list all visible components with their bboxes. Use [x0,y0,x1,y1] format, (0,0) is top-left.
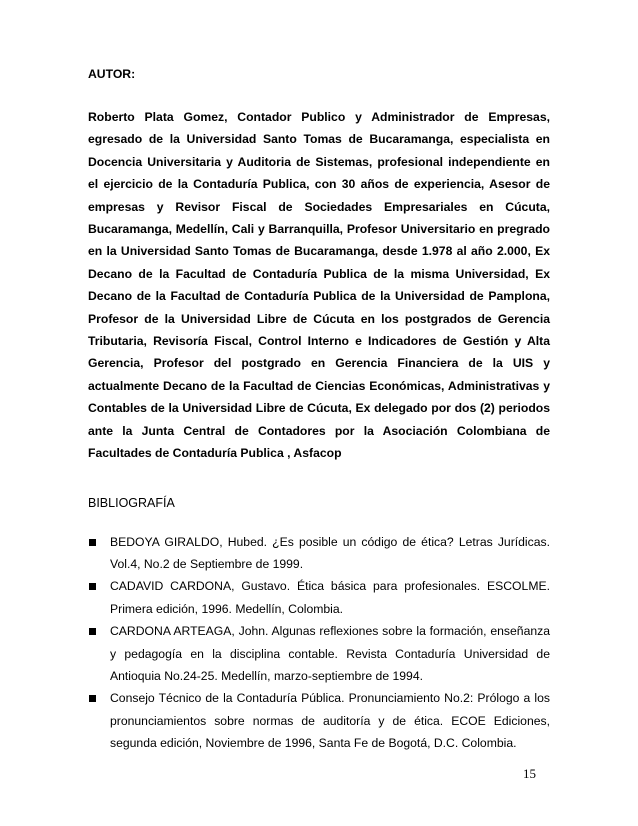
bibliography-list [88,531,550,755]
page-number: 15 [523,766,536,781]
bibliography-heading: BIBLIOGRAFÍA [88,495,175,510]
bibliography-entry [88,687,550,754]
author-heading: AUTOR: [88,67,136,81]
author-biography: Roberto Plata Gomez, Contador Publico y Administrador de Empresas, egresado de la Universidad Santo Tomas de Bucaramanga, especialista en Docencia Universitaria y Auditoria de Sistemas, profesional independiente en el ejercicio de la Contaduría Publica, con 30 años de experiencia, Asesor de empresas y Revisor Fiscal de Sociedades Empresariales en Cúcuta, Bucaramanga, Medellín, Cali y Barranquilla, Profesor Universitario en pregrado en la Universidad Santo Tomas de Bucaramanga, desde 1.978 al año 2.000, Ex Decano de la Facultad de Contaduría Publica de la misma Universidad, Ex Decano de la Facultad de Contaduría Publica de la Universidad de Pamplona, Profesor de la Universidad Libre de Cúcuta en los postgrados de Gerencia Tributaria, Revisoría Fiscal, Control Interno e Indicadores de Gestión y Alta Gerencia, Profesor del postgrado en Gerencia Financiera de la UIS y actualmente Decano de la Facultad de Ciencias Económicas, Administrativas y Contables de la Universidad Libre de Cúcuta, Ex delegado por dos (2) periodos ante la Junta Central de Contadores por la Asociación Colombiana de Facultades de Contaduría Publica , Asfacop [88,110,550,461]
bibliography-entry [88,575,550,620]
document-page [88,64,550,755]
bibliography-entry-text: CADAVID CARDONA, Gustavo. Ética básica para profesionales. ESCOLME. Primera edición, 1996. Medellín, Colombia. [110,579,550,616]
bibliography-entry [88,531,550,576]
square-bullet-icon [89,628,96,635]
bibliography-entry-text: BEDOYA GIRALDO, Hubed. ¿Es posible un código de ética? Letras Jurídicas. Vol.4, No.2 de Septiembre de 1999. [110,534,550,571]
square-bullet-icon [89,539,96,546]
square-bullet-icon [89,583,96,590]
bibliography-entry-text: CARDONA ARTEAGA, John. Algunas reflexiones sobre la formación, enseñanza y pedagogía en la disciplina contable. Revista Contaduría Universidad de Antioquia No.24-25. Medellín, marzo-septiembre de 1994. [110,624,550,683]
bibliography-entry [88,620,550,687]
bibliography-entry-text: Consejo Técnico de la Contaduría Pública. Pronunciamiento No.2: Prólogo a los pronunciamientos sobre normas de auditoría y de ética. ECOE Ediciones, segunda edición, Noviembre de 1996, Santa Fe de Bogotá, D.C. Colombia. [110,691,550,751]
square-bullet-icon [89,695,96,702]
